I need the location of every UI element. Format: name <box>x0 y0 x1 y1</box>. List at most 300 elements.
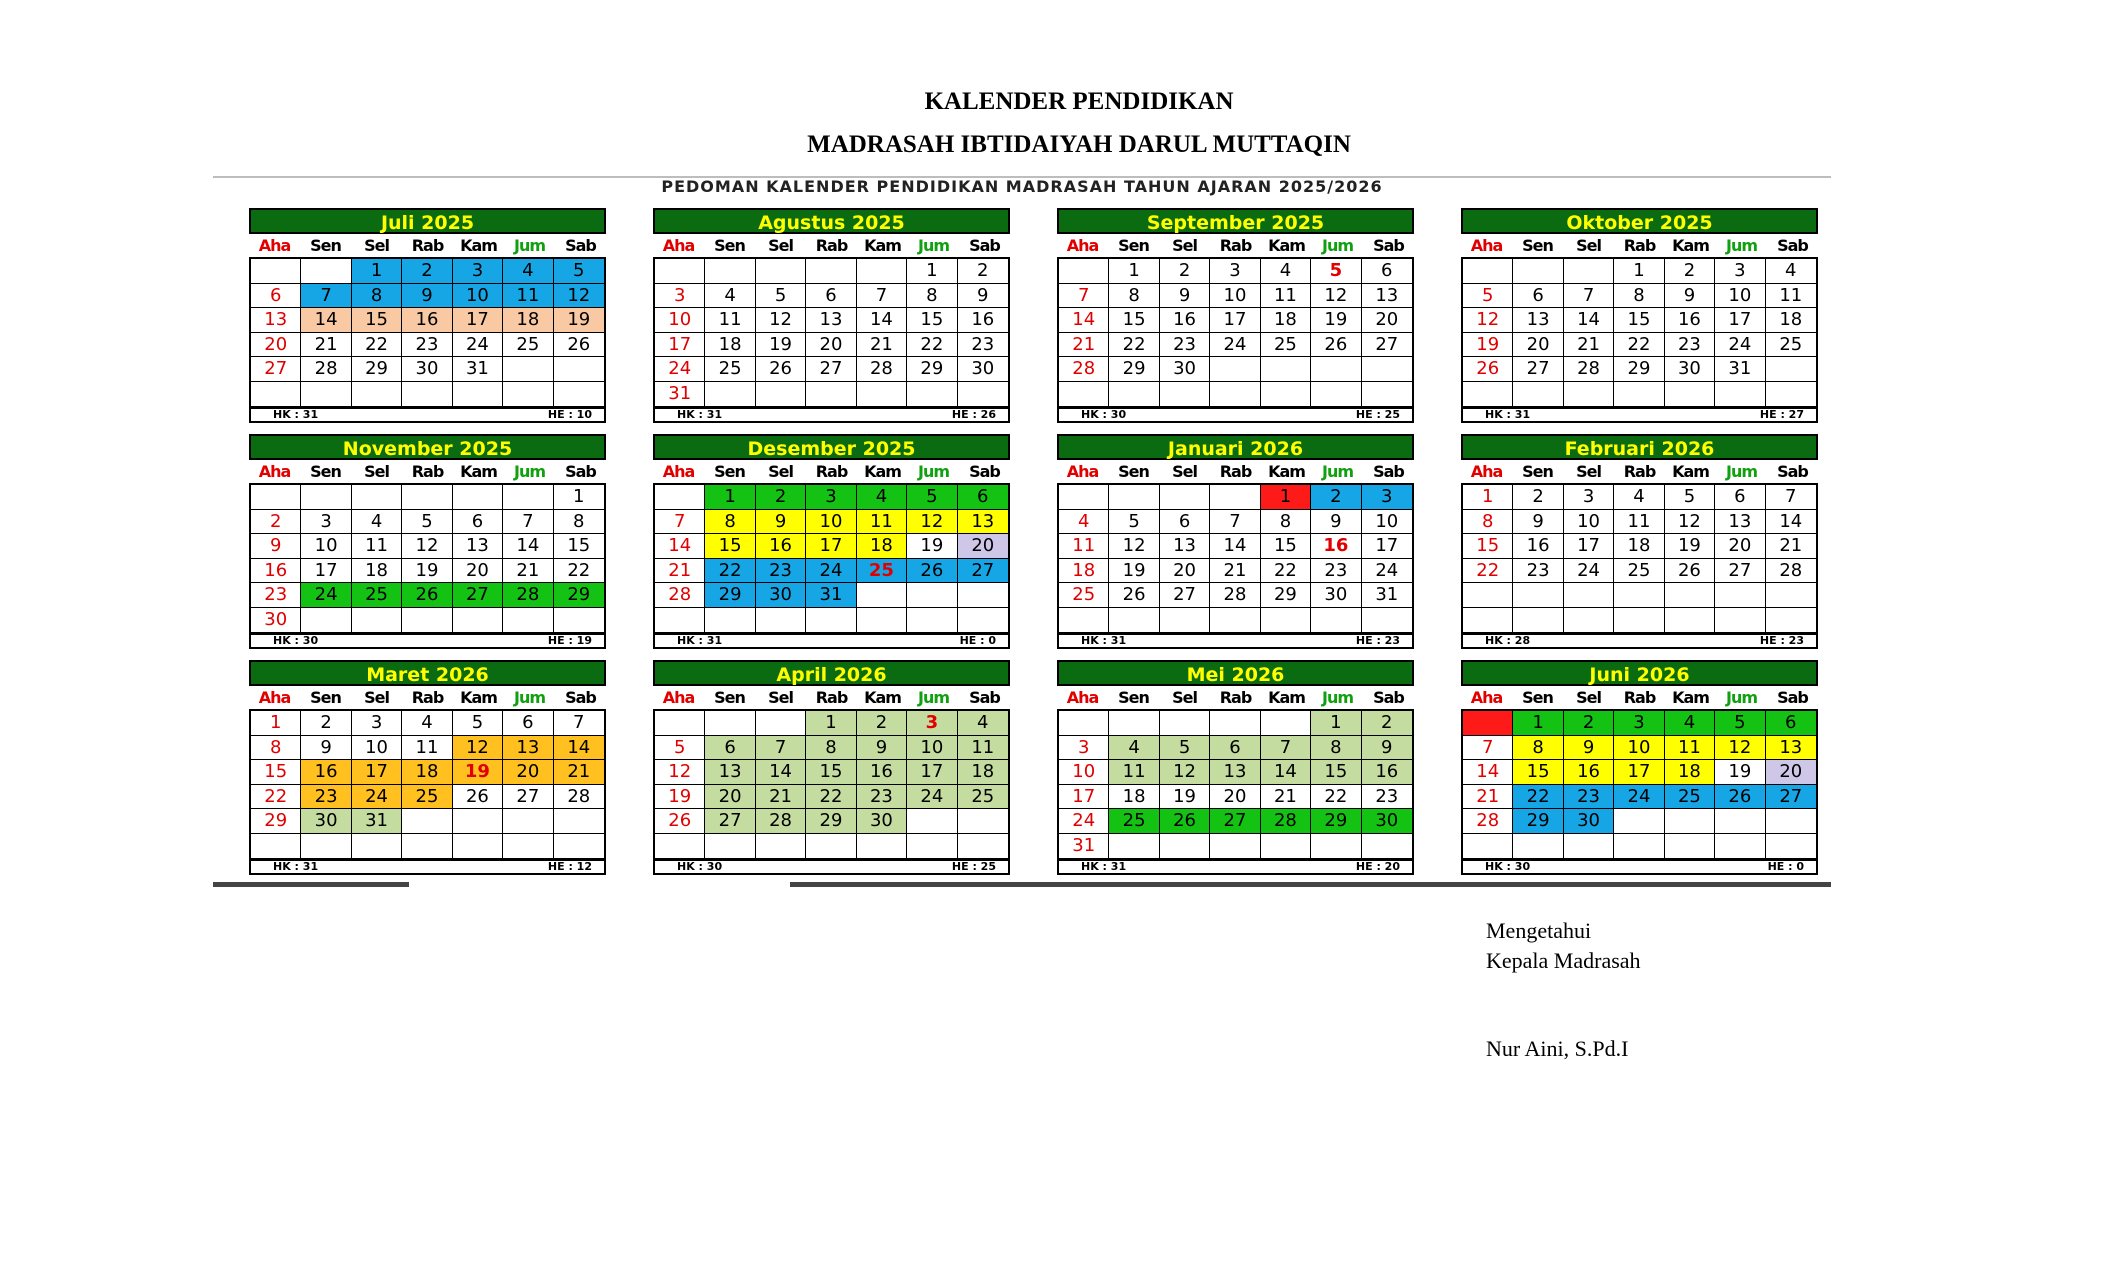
day-cell: 20 <box>705 785 755 810</box>
day-cell: 25 <box>1766 333 1816 358</box>
day-cell: 11 <box>1614 510 1664 535</box>
month-summary <box>1057 407 1414 423</box>
empty-cell <box>1109 485 1159 510</box>
month-calendar <box>1461 660 1818 875</box>
day-cell: 10 <box>1362 510 1412 535</box>
empty-cell <box>1463 259 1513 284</box>
day-cell: 10 <box>453 284 503 309</box>
day-cell: 27 <box>453 583 503 608</box>
empty-cell <box>756 711 806 736</box>
day-cell: 1 <box>1261 485 1311 510</box>
empty-cell <box>503 485 553 510</box>
empty-cell <box>1109 711 1159 736</box>
weekday-label: Sab <box>565 462 596 481</box>
day-cell: 19 <box>655 785 705 810</box>
day-cell: 11 <box>503 284 553 309</box>
day-cell: 4 <box>958 711 1008 736</box>
day-cell: 7 <box>655 510 705 535</box>
weekday-label: Aha <box>1470 236 1503 255</box>
empty-cell <box>857 583 907 608</box>
day-cell: 30 <box>1665 357 1715 382</box>
empty-cell <box>1665 382 1715 407</box>
day-cell: 13 <box>1210 760 1260 785</box>
effective-days-count: HK : 31 <box>677 633 723 647</box>
empty-cell <box>1564 259 1614 284</box>
day-cell: 16 <box>1564 760 1614 785</box>
empty-cell <box>705 608 755 633</box>
day-cell: 17 <box>1210 308 1260 333</box>
month-summary <box>249 859 606 875</box>
day-cell: 23 <box>756 559 806 584</box>
day-cell: 18 <box>352 559 402 584</box>
day-cell: 8 <box>1513 736 1563 761</box>
day-cell: 26 <box>907 559 957 584</box>
day-cell: 14 <box>503 534 553 559</box>
day-cell: 8 <box>554 510 604 535</box>
empty-cell <box>1109 608 1159 633</box>
day-grid <box>249 257 606 407</box>
day-cell: 4 <box>352 510 402 535</box>
weekday-label: Sab <box>565 688 596 707</box>
day-cell: 26 <box>655 809 705 834</box>
weekday-label: Rab <box>1623 688 1656 707</box>
day-cell: 30 <box>756 583 806 608</box>
day-cell: 26 <box>1160 809 1210 834</box>
day-cell: 22 <box>1261 559 1311 584</box>
day-cell: 11 <box>402 736 452 761</box>
day-cell: 23 <box>402 333 452 358</box>
day-cell: 6 <box>806 284 856 309</box>
weekday-label: Sen <box>1118 462 1149 481</box>
empty-cell <box>705 711 755 736</box>
day-grid <box>1461 257 1818 407</box>
day-cell: 23 <box>958 333 1008 358</box>
day-cell: 1 <box>554 485 604 510</box>
day-cell: 21 <box>756 785 806 810</box>
day-cell: 13 <box>1715 510 1765 535</box>
day-cell: 28 <box>503 583 553 608</box>
empty-cell <box>1715 583 1765 608</box>
empty-cell <box>958 382 1008 407</box>
empty-cell <box>503 834 553 859</box>
empty-cell <box>1210 608 1260 633</box>
day-cell: 3 <box>453 259 503 284</box>
empty-cell <box>1210 357 1260 382</box>
empty-cell <box>1715 608 1765 633</box>
weekday-label: Jum <box>1321 688 1353 707</box>
day-cell: 10 <box>352 736 402 761</box>
weekday-label: Kam <box>460 236 497 255</box>
day-cell: 1 <box>705 485 755 510</box>
weekday-header <box>653 235 1010 257</box>
day-cell: 17 <box>806 534 856 559</box>
empty-cell <box>402 485 452 510</box>
weekday-label: Kam <box>460 688 497 707</box>
empty-cell <box>1160 485 1210 510</box>
day-cell: 12 <box>907 510 957 535</box>
empty-cell <box>1059 711 1109 736</box>
empty-cell <box>1766 834 1816 859</box>
day-cell: 30 <box>301 809 351 834</box>
learning-days-count: HE : 20 <box>1355 859 1400 873</box>
weekday-label: Sen <box>310 462 341 481</box>
empty-cell <box>352 485 402 510</box>
empty-cell <box>1261 357 1311 382</box>
empty-cell <box>1059 485 1109 510</box>
day-cell: 20 <box>806 333 856 358</box>
day-cell: 18 <box>958 760 1008 785</box>
day-cell: 3 <box>1564 485 1614 510</box>
day-cell: 13 <box>1766 736 1816 761</box>
day-cell: 2 <box>1160 259 1210 284</box>
weekday-label: Aha <box>662 236 695 255</box>
day-cell: 6 <box>1160 510 1210 535</box>
day-cell: 16 <box>857 760 907 785</box>
day-cell: 13 <box>453 534 503 559</box>
empty-cell <box>756 608 806 633</box>
day-cell: 3 <box>1362 485 1412 510</box>
day-cell: 29 <box>1311 809 1361 834</box>
weekday-label: Rab <box>1623 462 1656 481</box>
day-cell: 15 <box>251 760 301 785</box>
day-cell: 8 <box>251 736 301 761</box>
day-cell: 19 <box>1665 534 1715 559</box>
day-cell: 17 <box>1715 308 1765 333</box>
month-summary <box>1461 633 1818 649</box>
month-title: November 2025 <box>249 434 606 460</box>
learning-days-count: HE : 27 <box>1759 407 1804 421</box>
empty-cell <box>1109 382 1159 407</box>
weekday-label: Sel <box>768 236 793 255</box>
empty-cell <box>1766 809 1816 834</box>
empty-cell <box>806 259 856 284</box>
day-cell: 25 <box>857 559 907 584</box>
day-cell: 22 <box>554 559 604 584</box>
weekday-label: Jum <box>1725 688 1757 707</box>
document-title: KALENDER PENDIDIKAN <box>924 88 1234 115</box>
day-cell: 27 <box>503 785 553 810</box>
day-cell: 29 <box>1261 583 1311 608</box>
day-cell: 27 <box>1766 785 1816 810</box>
day-cell: 14 <box>1564 308 1614 333</box>
month-calendar <box>1057 660 1414 875</box>
day-cell: 18 <box>1665 760 1715 785</box>
empty-cell <box>1513 259 1563 284</box>
empty-cell <box>1362 382 1412 407</box>
day-cell: 7 <box>756 736 806 761</box>
weekday-label: Sab <box>1373 688 1404 707</box>
day-cell: 6 <box>1362 259 1412 284</box>
month-title: Desember 2025 <box>653 434 1010 460</box>
empty-cell <box>1261 608 1311 633</box>
weekday-label: Sel <box>1576 688 1601 707</box>
weekday-label: Rab <box>1219 688 1252 707</box>
learning-days-count: HE : 25 <box>1355 407 1400 421</box>
empty-cell <box>1210 711 1260 736</box>
day-cell: 3 <box>1614 711 1664 736</box>
day-cell: 29 <box>705 583 755 608</box>
day-cell: 17 <box>453 308 503 333</box>
bottom-divider-left <box>213 882 409 887</box>
weekday-label: Jum <box>513 462 545 481</box>
day-cell: 10 <box>301 534 351 559</box>
learning-days-count: HE : 10 <box>547 407 592 421</box>
day-cell: 13 <box>958 510 1008 535</box>
day-cell: 29 <box>806 809 856 834</box>
day-cell: 17 <box>655 333 705 358</box>
day-cell: 11 <box>705 308 755 333</box>
day-cell: 15 <box>1614 308 1664 333</box>
weekday-label: Sen <box>1118 688 1149 707</box>
day-cell: 26 <box>1665 559 1715 584</box>
empty-cell <box>857 382 907 407</box>
weekday-label: Jum <box>1725 236 1757 255</box>
learning-days-count: HE : 25 <box>951 859 996 873</box>
day-cell: 17 <box>1362 534 1412 559</box>
weekday-label: Sel <box>1172 236 1197 255</box>
day-cell: 27 <box>1210 809 1260 834</box>
day-cell: 24 <box>301 583 351 608</box>
day-cell: 19 <box>554 308 604 333</box>
day-cell: 20 <box>453 559 503 584</box>
day-cell: 24 <box>453 333 503 358</box>
empty-cell <box>958 809 1008 834</box>
day-cell: 14 <box>857 308 907 333</box>
day-cell: 15 <box>352 308 402 333</box>
day-cell: 9 <box>958 284 1008 309</box>
month-calendar <box>653 434 1010 649</box>
weekday-label: Jum <box>917 688 949 707</box>
day-cell: 13 <box>1362 284 1412 309</box>
day-cell: 4 <box>1059 510 1109 535</box>
weekday-label: Sab <box>969 688 1000 707</box>
day-cell: 17 <box>352 760 402 785</box>
day-cell: 14 <box>1261 760 1311 785</box>
day-grid <box>249 709 606 859</box>
day-grid <box>653 709 1010 859</box>
day-cell: 21 <box>1766 534 1816 559</box>
empty-cell <box>1463 608 1513 633</box>
day-cell: 4 <box>1614 485 1664 510</box>
day-cell: 22 <box>1109 333 1159 358</box>
empty-cell <box>1614 809 1664 834</box>
day-cell: 19 <box>1311 308 1361 333</box>
day-cell: 15 <box>1463 534 1513 559</box>
day-cell: 10 <box>655 308 705 333</box>
empty-cell <box>1715 809 1765 834</box>
day-grid <box>653 483 1010 633</box>
day-cell: 9 <box>301 736 351 761</box>
month-summary <box>653 407 1010 423</box>
day-cell: 23 <box>301 785 351 810</box>
day-cell: 30 <box>251 608 301 633</box>
day-cell: 19 <box>1109 559 1159 584</box>
learning-days-count: HE : 26 <box>951 407 996 421</box>
empty-cell <box>1059 608 1109 633</box>
month-title: Agustus 2025 <box>653 208 1010 234</box>
day-cell: 20 <box>503 760 553 785</box>
day-cell: 29 <box>352 357 402 382</box>
day-cell: 29 <box>554 583 604 608</box>
day-cell: 5 <box>1665 485 1715 510</box>
day-cell: 16 <box>251 559 301 584</box>
day-cell: 25 <box>1665 785 1715 810</box>
day-cell: 3 <box>1210 259 1260 284</box>
day-cell: 27 <box>1513 357 1563 382</box>
day-grid <box>1057 483 1414 633</box>
weekday-label: Sab <box>565 236 596 255</box>
day-cell: 23 <box>1513 559 1563 584</box>
learning-days-count: HE : 23 <box>1759 633 1804 647</box>
empty-cell <box>1059 259 1109 284</box>
day-cell: 8 <box>1261 510 1311 535</box>
day-cell: 1 <box>806 711 856 736</box>
weekday-label: Kam <box>864 688 901 707</box>
day-cell: 17 <box>1564 534 1614 559</box>
day-cell: 19 <box>907 534 957 559</box>
day-cell: 4 <box>503 259 553 284</box>
weekday-label: Aha <box>1066 236 1099 255</box>
day-cell: 11 <box>1665 736 1715 761</box>
day-cell: 8 <box>705 510 755 535</box>
day-cell: 4 <box>857 485 907 510</box>
day-cell: 21 <box>554 760 604 785</box>
weekday-header <box>1057 687 1414 709</box>
day-cell: 9 <box>1311 510 1361 535</box>
weekday-label: Aha <box>662 688 695 707</box>
day-cell: 24 <box>1715 333 1765 358</box>
day-cell: 16 <box>1513 534 1563 559</box>
empty-cell <box>1766 583 1816 608</box>
day-cell: 12 <box>756 308 806 333</box>
day-cell: 2 <box>1311 485 1361 510</box>
empty-cell <box>301 608 351 633</box>
weekday-label: Sen <box>714 236 745 255</box>
signature-name: Nur Aini, S.Pd.I <box>1486 1036 1629 1061</box>
empty-cell <box>655 711 705 736</box>
weekday-header <box>1461 687 1818 709</box>
empty-cell <box>453 382 503 407</box>
empty-cell <box>1261 711 1311 736</box>
day-cell: 13 <box>503 736 553 761</box>
day-cell: 14 <box>1210 534 1260 559</box>
empty-cell <box>251 834 301 859</box>
weekday-label: Sen <box>714 688 745 707</box>
day-cell: 28 <box>756 809 806 834</box>
weekday-label: Sab <box>1777 462 1808 481</box>
weekday-label: Rab <box>1219 236 1252 255</box>
empty-cell <box>554 382 604 407</box>
day-cell: 25 <box>503 333 553 358</box>
empty-cell <box>1564 583 1614 608</box>
day-cell: 13 <box>251 308 301 333</box>
effective-days-count: HK : 30 <box>1081 407 1127 421</box>
empty-cell <box>705 259 755 284</box>
month-summary <box>653 633 1010 649</box>
day-cell: 26 <box>1109 583 1159 608</box>
day-cell: 18 <box>503 308 553 333</box>
day-cell: 19 <box>402 559 452 584</box>
day-cell: 4 <box>1109 736 1159 761</box>
day-cell: 16 <box>301 760 351 785</box>
effective-days-count: HK : 31 <box>1485 407 1531 421</box>
empty-cell <box>1311 357 1361 382</box>
day-cell: 6 <box>453 510 503 535</box>
weekday-label: Sel <box>768 688 793 707</box>
day-cell: 28 <box>1210 583 1260 608</box>
signature-acknowledged: Mengetahui <box>1486 918 1592 943</box>
day-cell: 6 <box>1766 711 1816 736</box>
day-cell: 16 <box>1311 534 1361 559</box>
day-cell: 17 <box>1614 760 1664 785</box>
weekday-label: Rab <box>815 236 848 255</box>
empty-cell <box>655 485 705 510</box>
day-cell: 2 <box>1564 711 1614 736</box>
effective-days-count: HK : 30 <box>273 633 319 647</box>
empty-cell <box>1665 809 1715 834</box>
day-cell: 20 <box>1160 559 1210 584</box>
day-cell: 29 <box>907 357 957 382</box>
month-summary <box>1461 407 1818 423</box>
weekday-label: Sen <box>1522 236 1553 255</box>
day-cell: 10 <box>1715 284 1765 309</box>
day-cell: 29 <box>1513 809 1563 834</box>
day-cell: 1 <box>1513 711 1563 736</box>
learning-days-count: HE : 0 <box>959 633 996 647</box>
day-cell: 15 <box>1261 534 1311 559</box>
month-calendar <box>1461 434 1818 649</box>
day-cell: 26 <box>402 583 452 608</box>
month-calendar <box>249 208 606 423</box>
month-summary <box>1057 859 1414 875</box>
day-cell: 24 <box>1614 785 1664 810</box>
day-cell: 6 <box>1715 485 1765 510</box>
empty-cell <box>1210 834 1260 859</box>
empty-cell <box>1614 608 1664 633</box>
day-cell: 21 <box>301 333 351 358</box>
day-cell: 20 <box>251 333 301 358</box>
day-cell: 28 <box>1463 809 1513 834</box>
day-cell: 25 <box>402 785 452 810</box>
calendar-subtitle: PEDOMAN KALENDER PENDIDIKAN MADRASAH TAHUN AJARAN 2025/2026 <box>661 177 1383 196</box>
day-cell: 13 <box>1513 308 1563 333</box>
learning-days-count: HE : 19 <box>547 633 592 647</box>
day-cell: 30 <box>857 809 907 834</box>
day-cell: 19 <box>756 333 806 358</box>
weekday-label: Jum <box>1321 236 1353 255</box>
day-cell: 16 <box>1362 760 1412 785</box>
day-cell: 26 <box>1311 333 1361 358</box>
empty-cell <box>453 809 503 834</box>
day-cell: 7 <box>1766 485 1816 510</box>
day-cell: 1 <box>1311 711 1361 736</box>
day-cell: 12 <box>1311 284 1361 309</box>
empty-cell <box>907 834 957 859</box>
empty-cell <box>1715 382 1765 407</box>
day-cell: 8 <box>1614 284 1664 309</box>
empty-cell <box>1614 834 1664 859</box>
empty-cell <box>806 382 856 407</box>
day-cell: 6 <box>958 485 1008 510</box>
day-cell: 12 <box>453 736 503 761</box>
weekday-label: Kam <box>1672 688 1709 707</box>
day-cell: 15 <box>554 534 604 559</box>
day-cell: 4 <box>1766 259 1816 284</box>
empty-cell <box>1210 485 1260 510</box>
day-cell: 15 <box>1513 760 1563 785</box>
day-cell: 19 <box>1463 333 1513 358</box>
empty-cell <box>1463 834 1513 859</box>
